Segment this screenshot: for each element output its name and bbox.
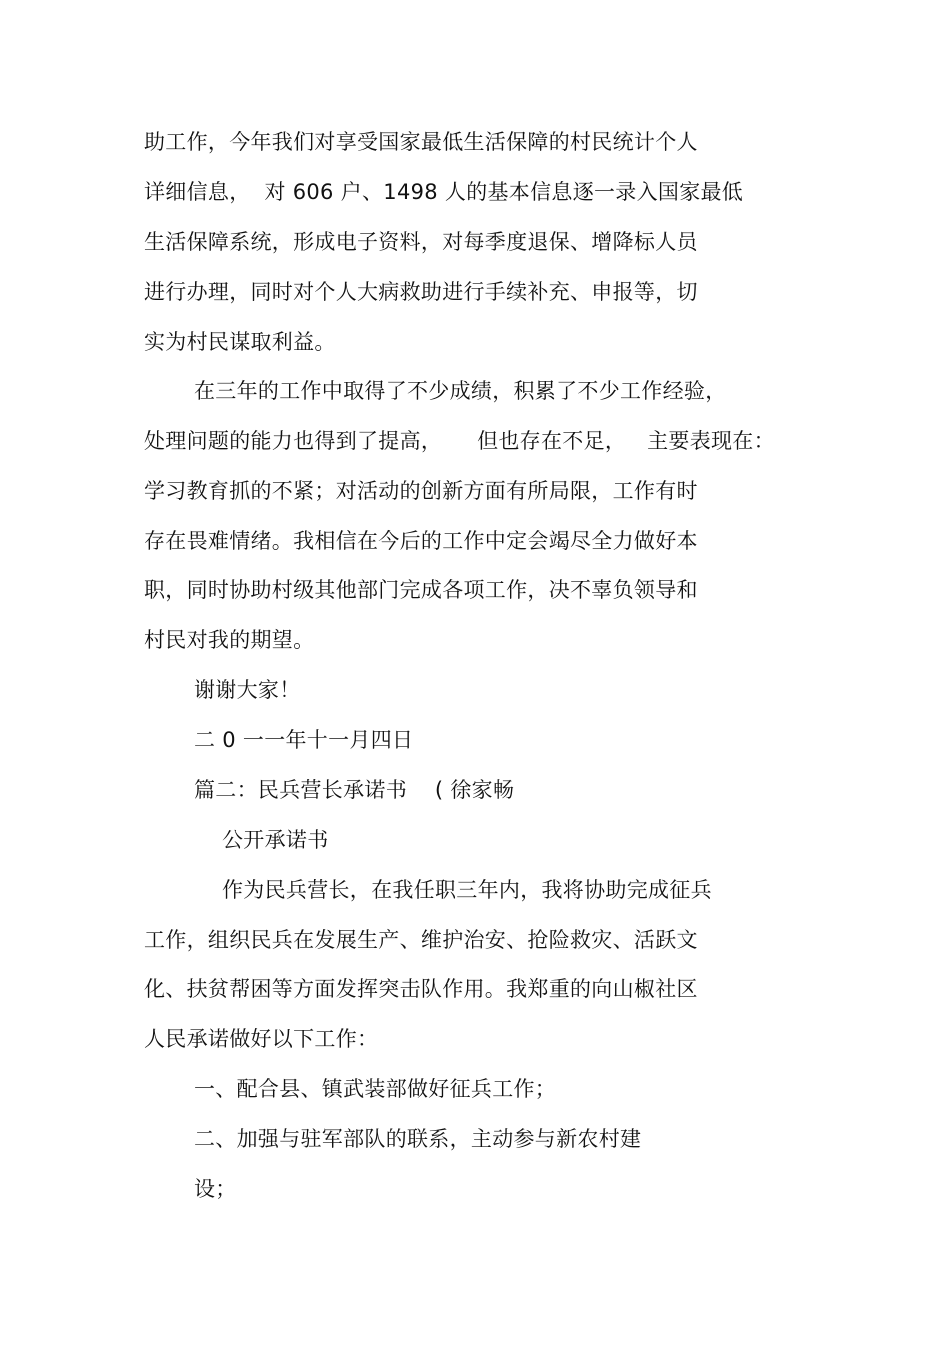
text-line: 学习教育抓的不紧；对活动的创新方面有所局限，工作有时 — [144, 479, 698, 503]
text-line: 进行办理，同时对个人大病救助进行手续补充、申报等，切 — [144, 280, 698, 304]
text-line: 职，同时协助村级其他部门完成各项工作，决不辜负领导和 — [144, 578, 698, 602]
date-line: 二 0 一一年十一月四日 — [194, 728, 414, 752]
text-line: 处理问题的能力也得到了提高， 但也存在不足， 主要表现在： — [144, 429, 775, 453]
text-line: 实为村民谋取利益。 — [144, 330, 336, 354]
text-line: 助工作，今年我们对享受国家最低生活保障的村民统计个人 — [144, 130, 698, 154]
list-item: 一、配合县、镇武装部做好征兵工作； — [194, 1077, 557, 1101]
text-line: 村民对我的期望。 — [144, 628, 315, 652]
text-line: 人民承诺做好以下工作： — [144, 1027, 379, 1051]
text-line: 在三年的工作中取得了不少成绩，积累了不少工作经验， — [194, 379, 727, 403]
closing-thanks: 谢谢大家！ — [194, 678, 301, 702]
text-line: 存在畏难情绪。我相信在今后的工作中定会竭尽全力做好本 — [144, 529, 698, 553]
list-item: 二、加强与驻军部队的联系，主动参与新农村建 — [194, 1127, 642, 1151]
document-title: 公开承诺书 — [222, 828, 329, 852]
section-heading: 篇二：民兵营长承诺书 ( 徐家畅 — [194, 778, 515, 802]
text-line: 工作，组织民兵在发展生产、维护治安、抢险救灾、活跃文 — [144, 928, 698, 952]
text-line: 详细信息， 对 606 户、1498 人的基本信息逐一录入国家最低 — [144, 180, 744, 204]
text-line: 生活保障系统，形成电子资料，对每季度退保、增降标人员 — [144, 230, 698, 254]
list-item-continuation: 设； — [194, 1177, 237, 1201]
text-line: 作为民兵营长，在我任职三年内，我将协助完成征兵 — [222, 878, 712, 902]
text-line: 化、扶贫帮困等方面发挥突击队作用。我郑重的向山椒社区 — [144, 977, 698, 1001]
